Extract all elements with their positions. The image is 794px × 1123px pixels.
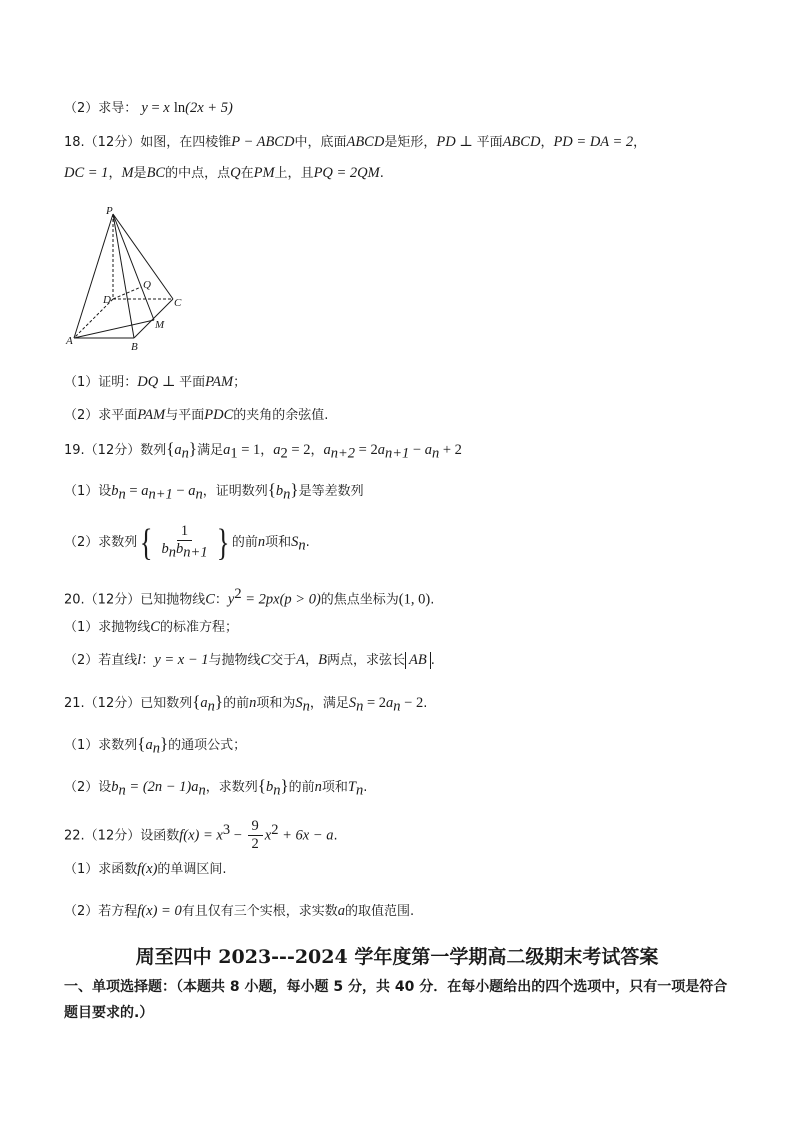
pyramid-figure <box>62 200 192 352</box>
fraction-9-over-2: $\frac{9}{2}$ <box>248 819 263 852</box>
q17-part2: （2）求导： y = x ln(2x + 5) <box>64 100 233 116</box>
edge-PB <box>113 214 134 338</box>
label-M: M <box>155 319 165 331</box>
q21-stem: 21.（12分）已知数列$\{a_n\}$的前n项和为$S_n$，满足$S_n = 2a_n - 2$. <box>64 692 428 715</box>
q18-stem-line2: DC = 1，M是BC的中点，点Q在PM上，且PQ = 2QM. <box>64 165 384 181</box>
label-D: D <box>103 294 111 306</box>
label-P: P <box>106 205 113 217</box>
q19-part1: （1）设$b_n = a_{n+1} - a_n$，证明数列$\{b_n\}$是等差数列 <box>64 480 364 503</box>
q20-part2: （2）若直线l：y = x − 1与抛物线C交于A，B两点，求弦长 AB . <box>64 652 435 668</box>
q21-part1: （1）求数列$\{a_n\}$的通项公式； <box>64 734 247 757</box>
q18-stem-line1: 18.（12分）如图，在四棱锥P − ABCD中，底面ABCD是矩形，PD ⊥ 平面ABCD，PD = DA = 2， <box>64 134 647 150</box>
label-C: C <box>174 297 182 309</box>
label-A: A <box>66 335 73 347</box>
edge-PA <box>74 214 113 338</box>
q19-part2: （2）求数列{ $\frac{1}{b_nb_{n+1}}$ } 的前n项和$S_n$. <box>64 521 310 564</box>
fraction-1-over-bnbn1: $\frac{1}{b_nb_{n+1}}$ <box>161 523 208 561</box>
q22-part1: （1）求函数f(x)的单调区间. <box>64 861 227 877</box>
q21-part2: （2）设$b_n = (2n - 1)a_n$，求数列$\{b_n\}$的前n项和$T_n$. <box>64 776 368 799</box>
label-B: B <box>131 341 138 352</box>
q20-stem: 20.（12分）已知抛物线C：$y^2 = 2px(p > 0)$的焦点坐标为(1, 0). <box>64 586 435 608</box>
q19-stem: 19.（12分）数列$\{a_n\}$满足$a_1 = 1$，$a_2 = 2$，$a_{n+2} = 2a_{n+1} - a_n + 2$ <box>64 439 462 462</box>
edge-BC <box>134 299 173 338</box>
q18-part1: （1）证明：DQ ⊥ 平面PAM； <box>64 374 247 390</box>
q22-stem: 22.（12分）设函数$f(x) = x^3$ − $\frac{9}{2}$ $x^2 + 6x - a$. <box>64 818 338 853</box>
answer-title: 周至四中 2023---2024 学年度第一学期高二级期末考试答案 <box>135 946 659 968</box>
label-Q: Q <box>143 279 151 291</box>
q20-part1: （1）求抛物线C的标准方程； <box>64 619 238 635</box>
edge-AM <box>74 320 154 338</box>
q22-part2: （2）若方程f(x) = 0有且仅有三个实根，求实数a的取值范围. <box>64 903 415 919</box>
edge-PM <box>113 214 154 320</box>
section-heading-single-choice: 一、单项选择题：（本题共 8 小题，每小题 5 分，共 40 分．在每小题给出的四个选项中，只有一项是符合题目要求的.） <box>64 979 728 1021</box>
q18-part2: （2）求平面PAM与平面PDC的夹角的余弦值. <box>64 407 329 423</box>
